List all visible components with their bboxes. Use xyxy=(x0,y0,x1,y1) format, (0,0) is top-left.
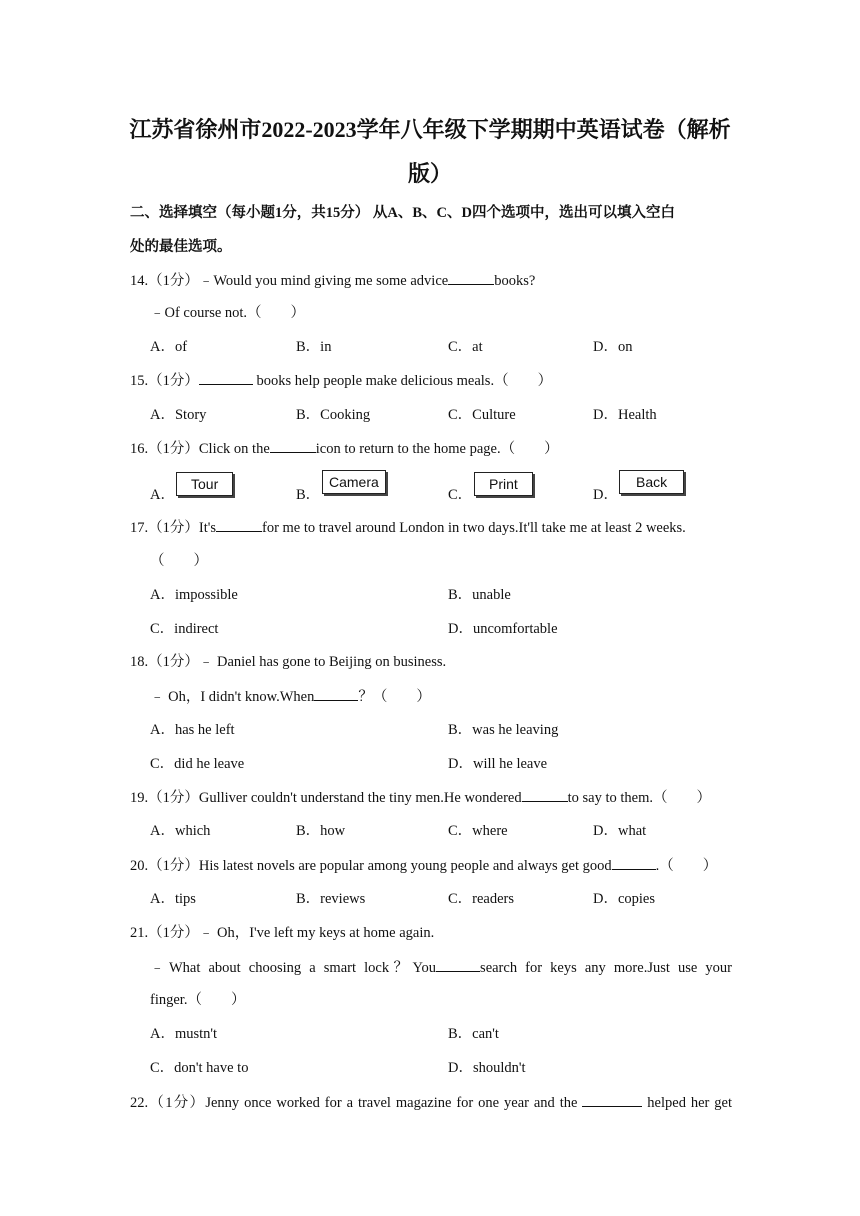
question-18-line-2: ﹣ Oh，I didn't know.When ？（ ） xyxy=(150,686,431,707)
answer-blank xyxy=(199,370,253,385)
q16-option-d[interactable] xyxy=(619,470,684,494)
q18-option-a[interactable]: A．has he left xyxy=(150,722,235,738)
q15-option-b[interactable]: B．Cooking xyxy=(296,407,371,423)
print-button-image[interactable]: Print xyxy=(474,472,533,496)
q19-option-d[interactable]: D．what xyxy=(593,823,647,839)
answer-blank xyxy=(314,686,358,701)
question-17-line-2: （ ） xyxy=(150,553,208,569)
back-button-image[interactable]: Back xyxy=(619,470,684,494)
q18-option-c[interactable]: C．did he leave xyxy=(150,756,245,772)
q20-option-d[interactable]: D．copies xyxy=(593,891,656,907)
exam-title-line-2: 版） xyxy=(407,161,452,186)
question-14: 14.（1分）﹣Would you mind giving me some advice books? xyxy=(130,270,535,291)
q16-option-a-letter: A． xyxy=(150,487,175,503)
answer-blank xyxy=(522,787,568,802)
answer-blank xyxy=(448,270,494,285)
q15-option-c[interactable]: C．Culture xyxy=(448,407,516,423)
q18-option-b[interactable]: B．was he leaving xyxy=(448,722,559,738)
q19-option-b[interactable]: B．how xyxy=(296,823,346,839)
section-heading-line-1: 二、选择填空（每小题1分，共15分） 从A、B、C、D四个选项中，选出可以填入空白 xyxy=(130,205,675,221)
tour-button-image[interactable]: Tour xyxy=(176,472,233,496)
question-21-line-3: finger.（ ） xyxy=(150,992,246,1008)
q17-option-a[interactable]: A．impossible xyxy=(150,587,238,603)
question-19: 19.（1分）Gulliver couldn't understand the tiny men.He wondered to say to them.（ ） xyxy=(130,787,711,808)
q17-option-b[interactable]: B．unable xyxy=(448,587,511,603)
question-15: 15.（1分） books help people make delicious meals.（ ） xyxy=(130,370,552,391)
question-17: 17.（1分）It's for me to travel around London in two days.It'll take me at least 2 weeks. xyxy=(130,517,686,538)
q20-option-a[interactable]: A．tips xyxy=(150,891,196,907)
q17-option-c[interactable]: C．indirect xyxy=(150,621,219,637)
question-18: 18.（1分）﹣ Daniel has gone to Beijing on business. xyxy=(130,654,447,670)
q21-option-b[interactable]: B．can't xyxy=(448,1026,499,1042)
q14-option-d[interactable]: D．on xyxy=(593,339,633,355)
q16-option-b-letter: B． xyxy=(296,487,321,503)
q21-option-d[interactable]: D．shouldn't xyxy=(448,1060,526,1076)
camera-button-image[interactable]: Camera xyxy=(322,470,386,494)
answer-blank xyxy=(436,957,480,972)
q14-option-c[interactable]: C．at xyxy=(448,339,483,355)
q19-option-c[interactable]: C．where xyxy=(448,823,508,839)
q16-option-c[interactable] xyxy=(474,472,533,496)
section-heading-line-2: 处的最佳选项。 xyxy=(130,239,232,255)
q16-option-d-letter: D． xyxy=(593,487,618,503)
q21-option-c[interactable]: C．don't have to xyxy=(150,1060,249,1076)
q21-option-a[interactable]: A．mustn't xyxy=(150,1026,218,1042)
q19-option-a[interactable]: A．which xyxy=(150,823,211,839)
answer-blank xyxy=(270,438,316,453)
question-22: 22.（1分）Jenny once worked for a travel magazine for one year and the helped her get xyxy=(130,1092,732,1113)
q14-option-a[interactable]: A．of xyxy=(150,339,188,355)
question-14-line-2: ﹣Of course not.（ ） xyxy=(150,305,306,321)
question-20: 20.（1分）His latest novels are popular among young people and always get good .（ ） xyxy=(130,855,717,876)
question-16: 16.（1分）Click on the icon to return to the home page.（ ） xyxy=(130,438,559,459)
q16-option-b[interactable] xyxy=(322,470,386,494)
q17-option-d[interactable]: D．uncomfortable xyxy=(448,621,558,637)
answer-blank xyxy=(216,517,262,532)
q15-option-a[interactable]: A．Story xyxy=(150,407,207,423)
answer-blank xyxy=(612,855,656,870)
q16-option-a[interactable] xyxy=(176,472,233,496)
exam-title-line-1: 江苏省徐州市2022-2023学年八年级下学期期中英语试卷（解析 xyxy=(129,117,731,142)
q20-option-c[interactable]: C．readers xyxy=(448,891,515,907)
question-21: 21.（1分）﹣ Oh，I've left my keys at home again. xyxy=(130,925,435,941)
answer-blank xyxy=(582,1092,642,1107)
q18-option-d[interactable]: D．will he leave xyxy=(448,756,548,772)
q15-option-d[interactable]: D．Health xyxy=(593,407,657,423)
q20-option-b[interactable]: B．reviews xyxy=(296,891,366,907)
question-21-line-2: ﹣What about choosing a smart lock？You search for keys any more.Just use your xyxy=(150,957,732,978)
q16-option-c-letter: C． xyxy=(448,487,473,503)
q14-option-b[interactable]: B．in xyxy=(296,339,332,355)
